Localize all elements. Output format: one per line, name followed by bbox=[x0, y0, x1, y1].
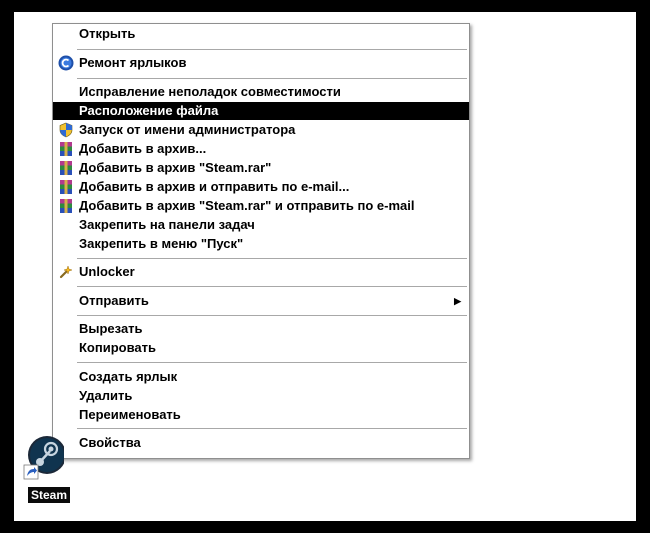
menu-item-delete[interactable] bbox=[53, 387, 469, 405]
menu-item-label: Unlocker bbox=[79, 264, 135, 279]
menu-item-repair-shortcuts[interactable] bbox=[53, 54, 469, 72]
menu-item-file-location[interactable] bbox=[53, 102, 469, 120]
menu-item-label: Добавить в архив и отправить по e-mail... bbox=[79, 179, 350, 194]
menu-item-label: Открыть bbox=[79, 26, 136, 41]
menu-item-label: Добавить в архив... bbox=[79, 141, 207, 156]
menu-item-run-as-admin[interactable] bbox=[53, 121, 469, 139]
menu-item-cut[interactable] bbox=[53, 320, 469, 338]
winrar-icon bbox=[58, 160, 74, 176]
menu-item-label: Отправить bbox=[79, 293, 149, 308]
menu-item-label: Закрепить в меню "Пуск" bbox=[79, 236, 244, 251]
menu-item-send-to[interactable] bbox=[53, 292, 469, 310]
menu-item-label: Добавить в архив "Steam.rar" и отправить по e-mail bbox=[79, 198, 415, 213]
menu-item-rename[interactable] bbox=[53, 406, 469, 424]
menu-item-unlocker[interactable] bbox=[53, 263, 469, 281]
menu-separator bbox=[77, 258, 467, 259]
desktop-icon-label: Steam bbox=[28, 487, 70, 503]
menu-item-label: Свойства bbox=[79, 435, 141, 450]
steam-shortcut-icon[interactable] bbox=[22, 435, 64, 485]
menu-separator bbox=[77, 428, 467, 429]
context-menu bbox=[52, 23, 470, 459]
menu-item-pin-to-start[interactable] bbox=[53, 235, 469, 253]
menu-item-open[interactable] bbox=[53, 25, 469, 43]
menu-item-copy[interactable] bbox=[53, 339, 469, 357]
menu-item-label: Расположение файла bbox=[79, 103, 219, 118]
menu-separator bbox=[77, 362, 467, 363]
submenu-arrow-icon: ▶ bbox=[454, 296, 461, 306]
menu-item-properties[interactable] bbox=[53, 434, 469, 452]
menu-item-label: Исправление неполадок совместимости bbox=[79, 84, 341, 99]
menu-item-label: Создать ярлык bbox=[79, 369, 178, 384]
menu-item-troubleshoot-compatibility[interactable] bbox=[53, 83, 469, 101]
menu-item-pin-to-taskbar[interactable] bbox=[53, 216, 469, 234]
repair-icon bbox=[58, 55, 74, 71]
menu-separator bbox=[77, 315, 467, 316]
winrar-icon bbox=[58, 141, 74, 157]
menu-item-add-to-archive-email[interactable] bbox=[53, 178, 469, 196]
menu-separator bbox=[77, 286, 467, 287]
menu-item-label: Ремонт ярлыков bbox=[79, 55, 187, 70]
menu-item-add-to-archive[interactable] bbox=[53, 140, 469, 158]
winrar-icon bbox=[58, 179, 74, 195]
menu-item-create-shortcut[interactable] bbox=[53, 368, 469, 386]
menu-item-label: Копировать bbox=[79, 340, 157, 355]
menu-item-label: Удалить bbox=[79, 388, 133, 403]
menu-item-label: Вырезать bbox=[79, 321, 143, 336]
menu-item-add-to-steam-rar-email[interactable] bbox=[53, 197, 469, 215]
menu-item-add-to-steam-rar[interactable] bbox=[53, 159, 469, 177]
steam-logo-icon bbox=[22, 435, 64, 485]
menu-item-label: Запуск от имени администратора bbox=[79, 122, 296, 137]
unlocker-icon bbox=[58, 264, 74, 280]
shield-icon bbox=[58, 122, 74, 138]
menu-item-label: Переименовать bbox=[79, 407, 181, 422]
menu-separator bbox=[77, 78, 467, 79]
menu-item-label: Добавить в архив "Steam.rar" bbox=[79, 160, 272, 175]
winrar-icon bbox=[58, 198, 74, 214]
menu-separator bbox=[77, 49, 467, 50]
menu-item-label: Закрепить на панели задач bbox=[79, 217, 255, 232]
